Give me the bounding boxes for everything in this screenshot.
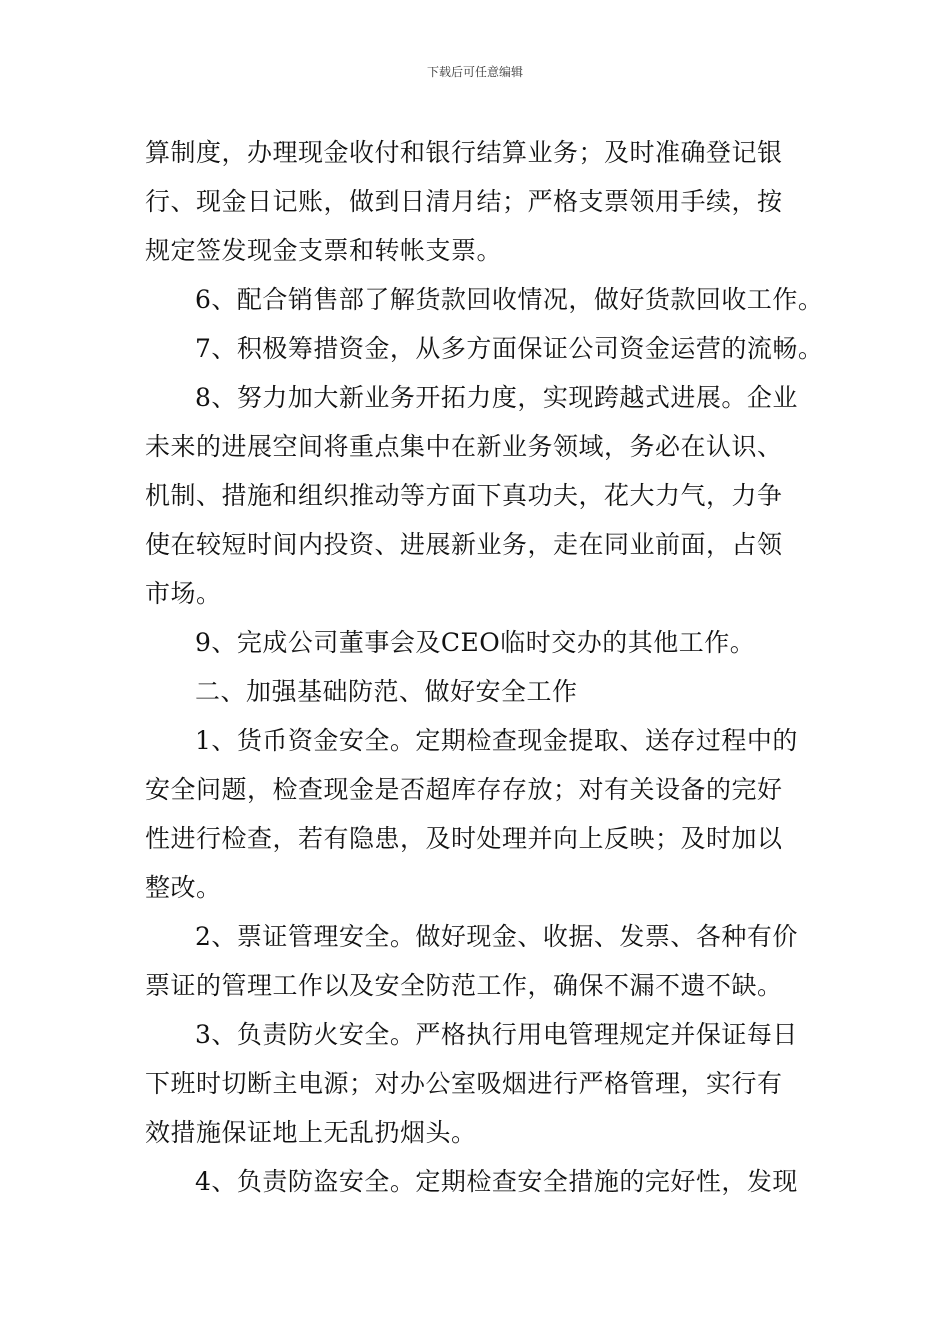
text-line: 4、负责防盗安全。定期检查安全措施的完好性，发现 bbox=[195, 1167, 798, 1196]
text-line: 使在较短时间内投资、进展新业务，走在同业前面，占领 bbox=[145, 530, 783, 559]
paragraph-safety-3 bbox=[145, 1010, 807, 1157]
text-line: 规定签发现金支票和转帐支票。 bbox=[145, 236, 503, 265]
paragraph-continuation bbox=[145, 128, 807, 275]
text-line: 7、积极筹措资金，从多方面保证公司资金运营的流畅。 bbox=[195, 334, 824, 363]
text-line: 二、加强基础防范、做好安全工作 bbox=[195, 677, 578, 706]
text-line: 未来的进展空间将重点集中在新业务领域，务必在认识、 bbox=[145, 432, 783, 461]
text-line: 2、票证管理安全。做好现金、收据、发票、各种有价 bbox=[195, 922, 798, 951]
text-line: 票证的管理工作以及安全防范工作，确保不漏不遗不缺。 bbox=[145, 971, 783, 1000]
paragraph-item-9 bbox=[145, 618, 807, 667]
paragraph-safety-1 bbox=[145, 716, 807, 912]
text-line: 整改。 bbox=[145, 873, 222, 902]
text-line: 效措施保证地上无乱扔烟头。 bbox=[145, 1118, 477, 1147]
paragraph-item-6 bbox=[145, 275, 824, 324]
paragraph-safety-4 bbox=[145, 1157, 807, 1206]
text-line: 8、努力加大新业务开拓力度，实现跨越式进展。企业 bbox=[195, 383, 798, 412]
text-line: 市场。 bbox=[145, 579, 222, 608]
text-line: 下班时切断主电源；对办公室吸烟进行严格管理，实行有 bbox=[145, 1069, 783, 1098]
page-header: 下载后可任意编辑 bbox=[426, 65, 523, 79]
text-line: 性进行检查，若有隐患，及时处理并向上反映；及时加以 bbox=[145, 824, 783, 853]
section-heading bbox=[145, 667, 807, 716]
text-line: 1、货币资金安全。定期检查现金提取、送存过程中的 bbox=[195, 726, 798, 755]
text-line: 安全问题，检查现金是否超库存存放；对有关设备的完好 bbox=[145, 775, 783, 804]
text-line: 9、完成公司董事会及CEO临时交办的其他工作。 bbox=[195, 628, 756, 657]
text-line: 算制度，办理现金收付和银行结算业务；及时准确登记银 bbox=[145, 138, 783, 167]
paragraph-safety-2 bbox=[145, 912, 807, 1010]
paragraph-item-7 bbox=[145, 324, 824, 373]
text-line: 机制、措施和组织推动等方面下真功夫，花大力气，力争 bbox=[145, 481, 783, 510]
text-line: 行、现金日记账，做到日清月结；严格支票领用手续，按 bbox=[145, 187, 783, 216]
paragraph-item-8 bbox=[145, 373, 807, 618]
text-line: 3、负责防火安全。严格执行用电管理规定并保证每日 bbox=[195, 1020, 798, 1049]
document-body bbox=[145, 128, 824, 1206]
text-line: 6、配合销售部了解货款回收情况，做好货款回收工作。 bbox=[195, 285, 824, 314]
